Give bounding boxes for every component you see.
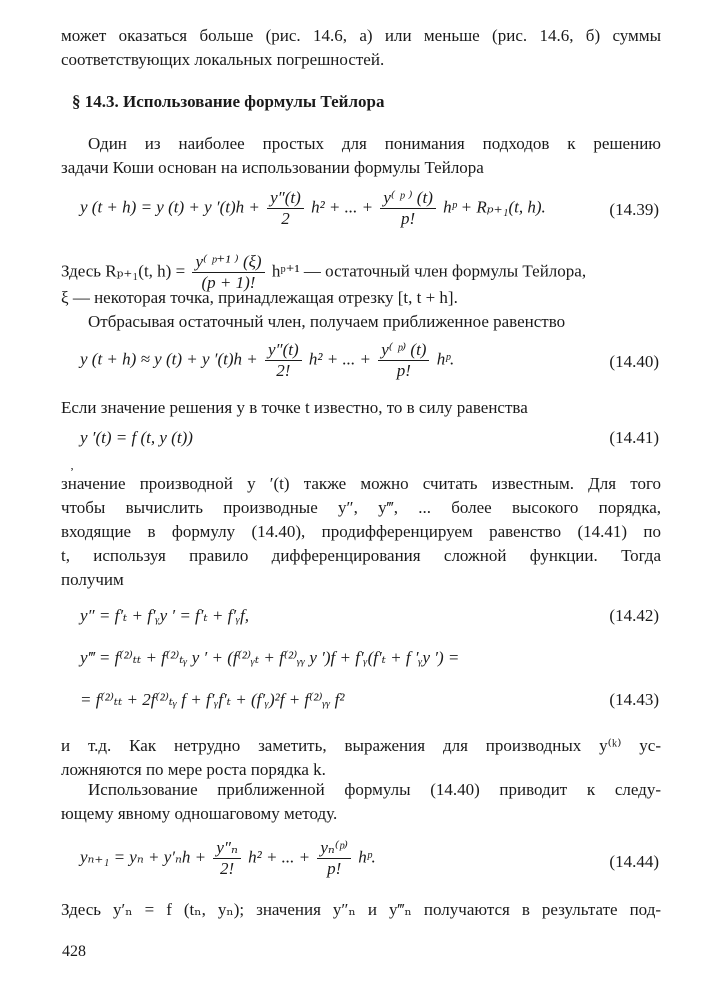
text-line: Здесь y′ₙ = f (tₙ, yₙ); значения y″ₙ и y‴ₙ получаются в результате под- bbox=[61, 900, 661, 919]
numerator: yₙ⁽ᵖ⁾ bbox=[317, 838, 351, 859]
text-line: может оказаться больше (рис. 14.6, а) или меньше (рис. 14.6, б) суммы bbox=[61, 26, 661, 45]
numerator: y⁽ ᵖ⁺¹ ⁾ (ξ) bbox=[192, 252, 264, 273]
text-line: ющему явному одношаговому методу. bbox=[61, 804, 338, 823]
eq-tail: hᵖ. bbox=[436, 349, 455, 369]
numerator: y⁽ ᵖ⁾ (t) bbox=[378, 340, 429, 361]
eq-mid: h² + ... + bbox=[308, 349, 371, 369]
eq-lhs: yₙ₊₁ = yₙ + y′ₙh + bbox=[80, 847, 207, 867]
eq-mid: h² + ... + bbox=[311, 197, 374, 217]
equation-number: (14.40) bbox=[609, 352, 659, 371]
text-line: и т.д. Как нетрудно заметить, выражения для производных y⁽ᵏ⁾ ус- bbox=[61, 736, 661, 755]
denominator: 2! bbox=[276, 361, 291, 380]
equation-number: (14.44) bbox=[609, 852, 659, 871]
eq-lhs: y (t + h) ≈ y (t) + y ′(t)h + bbox=[80, 349, 258, 369]
equation-14-40 bbox=[80, 340, 454, 381]
fraction bbox=[267, 188, 304, 229]
fraction bbox=[265, 340, 302, 381]
text-line: чтобы вычислить производные y″, y‴, ... более высокого порядка, bbox=[61, 498, 661, 517]
stray-mark: ‚ bbox=[70, 458, 74, 472]
denominator: 2! bbox=[220, 859, 235, 878]
fraction bbox=[378, 340, 429, 381]
text-line: значение производной y ′(t) также можно считать известным. Для того bbox=[61, 474, 661, 493]
equation-14-39 bbox=[80, 188, 546, 229]
equation-14-41: y ′(t) = f (t, y (t)) bbox=[80, 428, 193, 447]
denominator: 2 bbox=[281, 209, 290, 228]
text-line: Если значение решения y в точке t известно, то в силу равенства bbox=[61, 398, 528, 417]
text-line: ξ — некоторая точка, принадлежащая отрезку [t, t + h]. bbox=[61, 288, 458, 307]
page-number: 428 bbox=[62, 943, 86, 960]
denominator: p! bbox=[327, 859, 342, 878]
numerator: y″(t) bbox=[265, 340, 302, 361]
equation-number: (14.39) bbox=[609, 200, 659, 219]
equation-third-derivative: y‴ = f⁽²⁾ₜₜ + f⁽²⁾ₜᵧ y ′ + (f⁽²⁾ᵧₜ + f⁽²⁾ᵧᵧ y ′)f + f′ᵧ(f′ₜ + f ′ᵧy ′) = bbox=[80, 648, 460, 667]
eq-lhs: y (t + h) = y (t) + y ′(t)h + bbox=[80, 197, 260, 217]
numerator: y″ₙ bbox=[213, 838, 241, 859]
text-line: Один из наиболее простых для понимания подходов к решению bbox=[88, 134, 661, 153]
text-line: соответствующих локальных погрешностей. bbox=[61, 50, 385, 69]
equation-14-43: = f⁽²⁾ₜₜ + 2f⁽²⁾ₜᵧ f + f′ᵧf′ₜ + (f′ᵧ)²f + f⁽²⁾ᵧᵧ f² bbox=[80, 690, 345, 709]
eq-tail: hᵖ + Rₚ₊₁(t, h). bbox=[443, 197, 546, 217]
equation-number: (14.41) bbox=[609, 428, 659, 447]
text-span: hᵖ⁺¹ — остаточный член формулы Тейлора, bbox=[271, 261, 587, 281]
text-line: t, используя правило дифференцирования сложной функции. Тогда bbox=[61, 546, 661, 565]
eq-mid: h² + ... + bbox=[248, 847, 311, 867]
equation-14-42: y″ = f′ₜ + f′ᵧy ′ = f′ₜ + f′ᵧf, bbox=[80, 606, 249, 625]
equation-number: (14.43) bbox=[609, 690, 659, 709]
fraction bbox=[213, 838, 241, 879]
eq-tail: hᵖ. bbox=[358, 847, 376, 867]
denominator: p! bbox=[396, 361, 411, 380]
denominator: (p + 1)! bbox=[201, 273, 256, 292]
text-line: задачи Коши основан на использовании формулы Тейлора bbox=[61, 158, 484, 177]
text-line: Отбрасывая остаточный член, получаем приближенное равенство bbox=[88, 312, 566, 331]
text-line: Использование приближенной формулы (14.40) приводит к следу- bbox=[88, 780, 661, 799]
denominator: p! bbox=[401, 209, 416, 228]
text-line: получим bbox=[61, 570, 124, 589]
text-span: Здесь Rₚ₊₁(t, h) = bbox=[61, 261, 186, 281]
equation-14-44 bbox=[80, 838, 376, 879]
fraction bbox=[380, 188, 436, 229]
numerator: y⁽ ᵖ ⁾ (t) bbox=[380, 188, 436, 209]
numerator: y″(t) bbox=[267, 188, 304, 209]
section-heading: § 14.3. Использование формулы Тейлора bbox=[72, 92, 385, 111]
equation-number: (14.42) bbox=[609, 606, 659, 625]
text-line: ложняются по мере роста порядка k. bbox=[61, 760, 326, 779]
text-line: входящие в формулу (14.40), продифференцируем равенство (14.41) по bbox=[61, 522, 661, 541]
fraction bbox=[317, 838, 351, 879]
